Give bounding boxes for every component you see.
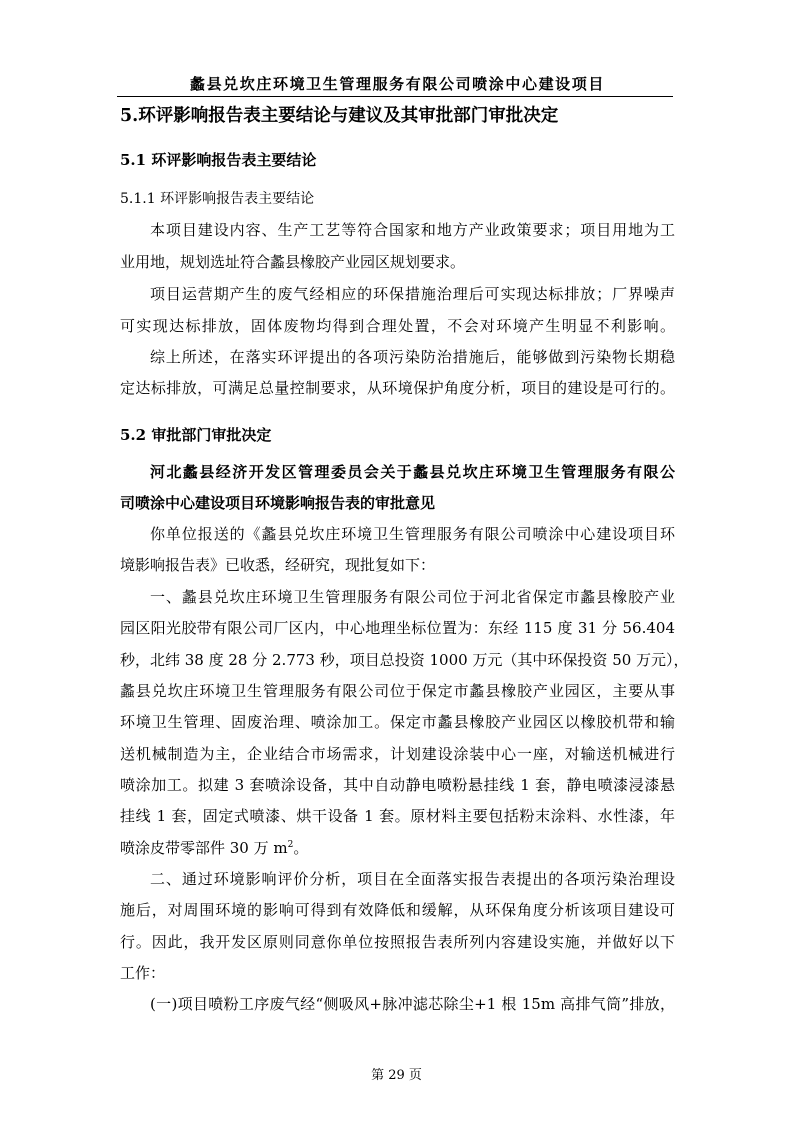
unit-superscript: 2 [287, 840, 294, 850]
body-line: 秒，北纬 38 度 28 分 2.773 秒，项目总投资 1000 万元（其中环保投资 50 万元）， [120, 651, 689, 669]
body-line: 行。因此，我开发区原则同意你单位按照报告表所列内容建设实施，并做好以下 [120, 933, 675, 951]
body-line: 喷涂加工。拟建 3 套喷涂设备，其中自动静电喷粉悬挂线 1 套，静电喷漆浸漆悬 [120, 776, 675, 794]
conclusion-line: 定达标排放，可满足总量控制要求，从环境保护角度分析，项目的建设是可行的。 [120, 379, 675, 397]
section-5-2-title: 5.2 审批部门审批决定 [120, 426, 272, 444]
header-divider [117, 96, 673, 97]
body-line: 工作： [120, 964, 166, 982]
body-line: 境影响报告表》已收悉，经研究，现批复如下： [120, 556, 436, 574]
section-5-1-title: 5.1 环评影响报告表主要结论 [120, 151, 317, 169]
body-line: 你单位报送的《蠡县兑坎庄环境卫生管理服务有限公司喷涂中心建设项目环 [150, 525, 675, 543]
conclusion-line: 项目运营期产生的废气经相应的环保措施治理后可实现达标排放；厂界噪声 [150, 285, 675, 303]
body-line: 送机械制造为主，企业结合市场需求，计划建设涂装中心一座，对输送机械进行 [120, 745, 675, 763]
body-line-end: 。 [293, 839, 309, 857]
section-5-title: 5.环评影响报告表主要结论与建议及其审批部门审批决定 [120, 106, 559, 126]
body-line-unit [120, 836, 675, 860]
conclusion-line: 业用地，规划选址符合蠡县橡胶产业园区规划要求。 [120, 253, 466, 271]
approval-title-line: 河北蠡县经济开发区管理委员会关于蠡县兑坎庄环境卫生管理服务有限公 [150, 463, 675, 481]
page-number: 第 29 页 [371, 1068, 422, 1083]
body-line-text: 喷涂皮带零部件 30 万 m [120, 839, 288, 857]
body-line: (一)项目喷粉工序废气经“侧吸风+脉冲滤芯除尘+1 根 15m 高排气筒”排放， [150, 995, 675, 1013]
running-header: 蠡县兑坎庄环境卫生管理服务有限公司喷涂中心建设项目 [189, 75, 605, 93]
approval-title-line: 司喷涂中心建设项目环境影响报告表的审批意见 [120, 494, 436, 512]
body-line: 一、蠡县兑坎庄环境卫生管理服务有限公司位于河北省保定市蠡县橡胶产业 [150, 588, 675, 606]
conclusion-line: 可实现达标排放，固体废物均得到合理处置，不会对环境产生明显不利影响。 [120, 317, 675, 335]
conclusion-line: 综上所述，在落实环评提出的各项污染防治措施后，能够做到污染物长期稳 [150, 348, 675, 366]
conclusion-line: 本项目建设内容、生产工艺等符合国家和地方产业政策要求；项目用地为工 [150, 221, 675, 239]
body-line: 二、通过环境影响评价分析，项目在全面落实报告表提出的各项污染治理设 [150, 870, 675, 888]
body-line: 环境卫生管理、固废治理、喷涂加工。保定市蠡县橡胶产业园区以橡胶机带和输 [120, 713, 675, 731]
section-5-1-1-title: 5.1.1 环评影响报告表主要结论 [120, 191, 315, 207]
body-line: 蠡县兑坎庄环境卫生管理服务有限公司位于保定市蠡县橡胶产业园区，主要从事 [120, 682, 675, 700]
body-line: 挂线 1 套，固定式喷漆、烘干设备 1 套。原材料主要包括粉末涂料、水性漆，年 [120, 807, 675, 825]
body-line: 园区阳光胶带有限公司厂区内，中心地理坐标位置为：东经 115 度 31 分 56.404 [120, 619, 675, 637]
body-line: 施后，对周围环境的影响可得到有效降低和缓解，从环保角度分析该项目建设可 [120, 901, 675, 919]
